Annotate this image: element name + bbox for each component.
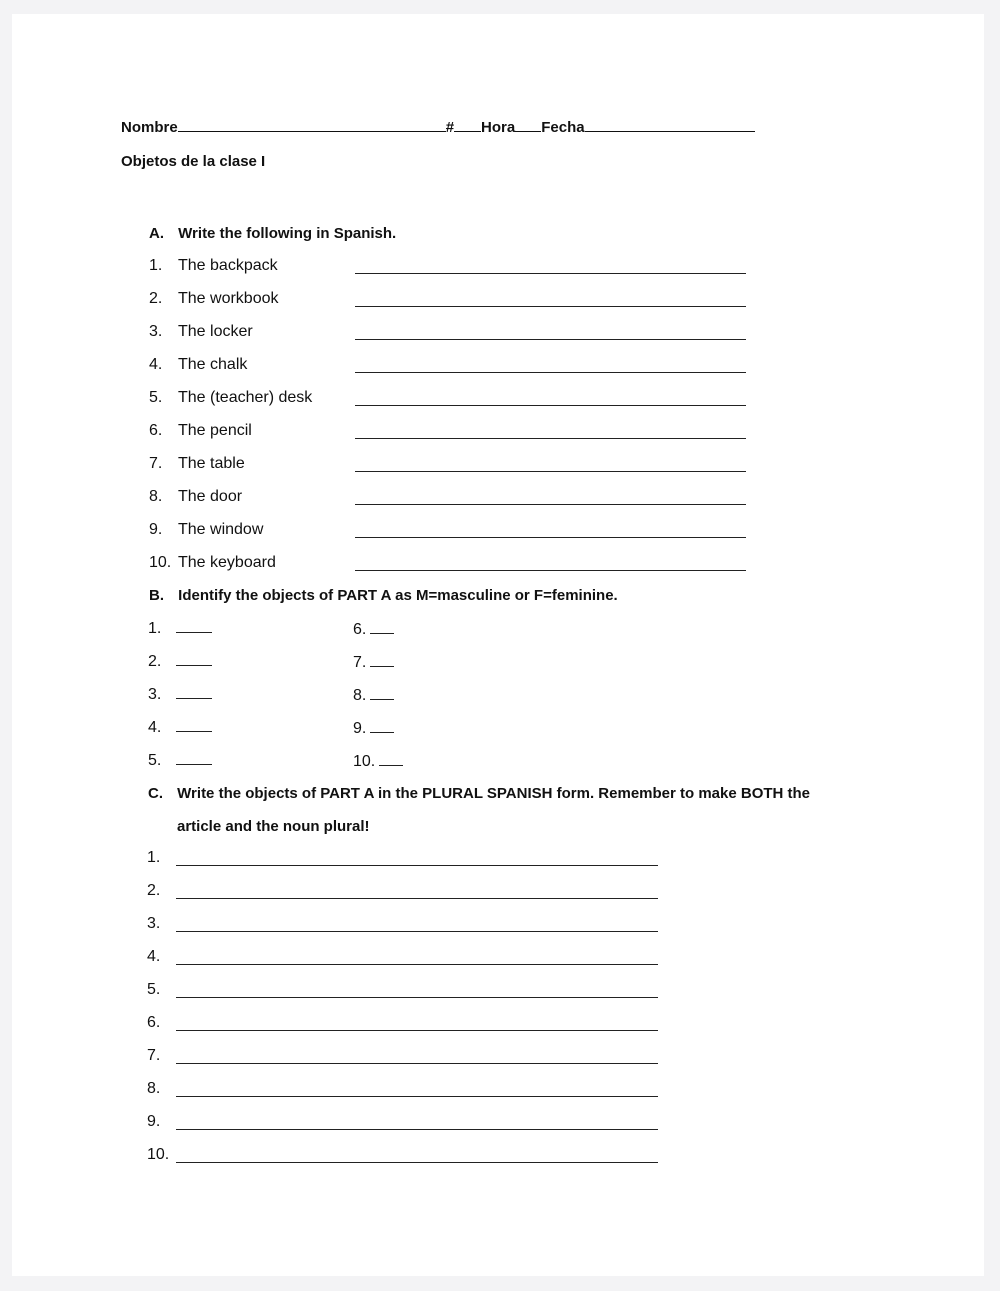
list-item	[149, 521, 263, 539]
item-number: 9.	[149, 521, 163, 538]
section-c-letter: C.	[148, 785, 163, 802]
section-c-instruction-line1: Write the objects of PART A in the PLURAL SPANISH form. Remember to make BOTH the	[177, 785, 811, 802]
answer-blank[interactable]	[370, 722, 394, 733]
answer-row	[353, 687, 394, 705]
answer-blank[interactable]	[370, 623, 394, 634]
answer-line[interactable]	[355, 438, 746, 439]
item-number: 1.	[149, 257, 163, 274]
answer-row	[353, 654, 394, 672]
item-number: 2.	[147, 882, 161, 899]
item-number: 6.	[149, 422, 163, 439]
item-number: 3.	[148, 686, 162, 703]
item-number: 9.	[353, 720, 367, 737]
item-text: The keyboard	[178, 554, 276, 571]
answer-line[interactable]	[176, 964, 658, 965]
answer-row	[353, 621, 394, 639]
item-number: 9.	[147, 1113, 161, 1130]
answer-line[interactable]	[176, 1162, 658, 1163]
item-number: 3.	[149, 323, 163, 340]
item-number: 10.	[149, 554, 172, 571]
item-text: The backpack	[178, 257, 278, 274]
item-number: 5.	[147, 981, 161, 998]
item-number: 5.	[148, 752, 162, 769]
page-subtitle: Objetos de la clase I	[121, 153, 266, 170]
list-item	[147, 1014, 160, 1032]
item-number: 8.	[149, 488, 163, 505]
section-a-instruction: Write the following in Spanish.	[178, 225, 397, 242]
list-item	[147, 849, 160, 867]
list-item	[149, 290, 279, 308]
list-item	[147, 948, 160, 966]
answer-line[interactable]	[355, 306, 746, 307]
item-number: 4.	[147, 948, 161, 965]
list-item	[149, 389, 312, 407]
answer-line[interactable]	[176, 931, 658, 932]
item-number: 1.	[148, 620, 162, 637]
section-b-instruction: Identify the objects of PART A as M=masculine or F=feminine.	[178, 587, 618, 604]
item-number: 7.	[147, 1047, 161, 1064]
item-number: 4.	[148, 719, 162, 736]
hora-blank[interactable]	[515, 117, 541, 132]
item-text: The workbook	[178, 290, 279, 307]
answer-line[interactable]	[355, 372, 746, 373]
item-text: The window	[178, 521, 264, 538]
list-item	[149, 488, 242, 506]
answer-row	[353, 753, 403, 771]
answer-line[interactable]	[176, 1129, 658, 1130]
answer-line[interactable]	[355, 537, 746, 538]
fecha-label: Fecha	[541, 119, 585, 136]
answer-row	[148, 620, 212, 638]
hora-label: Hora	[481, 119, 516, 136]
item-number: 10.	[147, 1146, 170, 1163]
list-item	[149, 356, 247, 374]
answer-row	[148, 686, 212, 704]
list-item	[149, 455, 245, 473]
list-item	[147, 981, 160, 999]
answer-blank[interactable]	[379, 755, 403, 766]
item-text: The pencil	[178, 422, 252, 439]
answer-line[interactable]	[176, 1063, 658, 1064]
answer-row	[353, 720, 394, 738]
item-text: The door	[178, 488, 243, 505]
list-item	[147, 882, 160, 900]
answer-line[interactable]	[355, 570, 746, 571]
answer-line[interactable]	[176, 1030, 658, 1031]
section-b-letter: B.	[149, 587, 164, 604]
list-item	[147, 1047, 160, 1065]
answer-blank[interactable]	[176, 754, 212, 765]
answer-blank[interactable]	[176, 721, 212, 732]
list-item	[149, 422, 252, 440]
item-number: 1.	[147, 849, 161, 866]
list-item	[147, 915, 160, 933]
list-item	[147, 1113, 160, 1131]
list-item	[147, 1080, 160, 1098]
list-item	[149, 257, 278, 275]
item-text: The locker	[178, 323, 253, 340]
number-label: #	[445, 119, 455, 136]
answer-blank[interactable]	[370, 656, 394, 667]
item-number: 8.	[147, 1080, 161, 1097]
answer-blank[interactable]	[370, 689, 394, 700]
section-a-heading	[149, 225, 396, 242]
item-text: The chalk	[178, 356, 248, 373]
answer-row	[148, 653, 212, 671]
section-a-letter: A.	[149, 225, 164, 242]
answer-blank[interactable]	[176, 688, 212, 699]
answer-line[interactable]	[176, 1096, 658, 1097]
number-blank[interactable]	[454, 117, 481, 132]
item-number: 10.	[353, 753, 376, 770]
answer-line[interactable]	[176, 898, 658, 899]
item-number: 4.	[149, 356, 163, 373]
item-text: The (teacher) desk	[178, 389, 313, 406]
item-number: 2.	[149, 290, 163, 307]
nombre-blank[interactable]	[178, 117, 446, 132]
list-item	[149, 323, 253, 341]
answer-blank[interactable]	[176, 622, 212, 633]
list-item	[147, 1146, 169, 1164]
item-number: 7.	[353, 654, 367, 671]
section-b-heading	[149, 587, 618, 604]
nombre-label: Nombre	[121, 119, 178, 136]
answer-line[interactable]	[355, 405, 746, 406]
answer-blank[interactable]	[176, 655, 212, 666]
header-line	[121, 117, 755, 136]
item-number: 8.	[353, 687, 367, 704]
list-item	[149, 554, 276, 572]
answer-line[interactable]	[355, 273, 746, 274]
answer-line[interactable]	[176, 997, 658, 998]
answer-row	[148, 752, 212, 770]
answer-line[interactable]	[176, 865, 658, 866]
answer-line[interactable]	[355, 504, 746, 505]
item-number: 2.	[148, 653, 162, 670]
item-number: 6.	[353, 621, 367, 638]
section-c-instruction-line2: article and the noun plural!	[177, 818, 370, 835]
item-number: 7.	[149, 455, 163, 472]
fecha-blank[interactable]	[585, 117, 755, 132]
item-number: 6.	[147, 1014, 161, 1031]
item-number: 5.	[149, 389, 163, 406]
section-c-heading	[148, 785, 810, 802]
answer-line[interactable]	[355, 471, 746, 472]
item-text: The table	[178, 455, 245, 472]
answer-line[interactable]	[355, 339, 746, 340]
item-number: 3.	[147, 915, 161, 932]
answer-row	[148, 719, 212, 737]
